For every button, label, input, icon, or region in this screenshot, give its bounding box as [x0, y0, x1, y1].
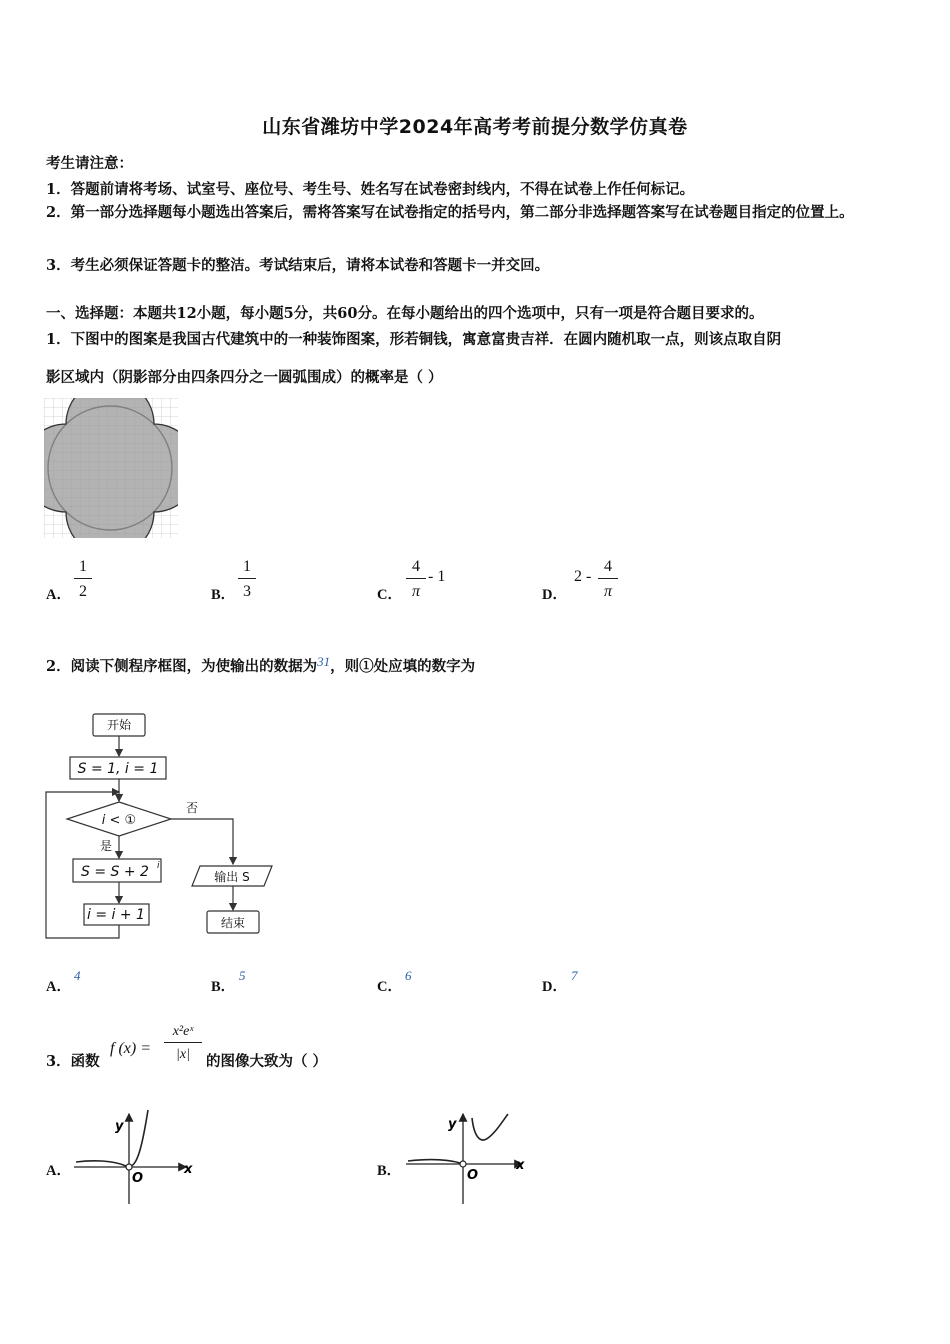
flow-yes-label: 是 [99, 839, 113, 853]
q1-coin-figure [44, 398, 178, 538]
flow-no-label: 否 [185, 801, 199, 815]
origin-hole [126, 1164, 132, 1170]
q1-option-b-label: B． [211, 587, 236, 603]
flow-update-s-text: S = S + 2 [81, 864, 149, 880]
q2-option-b-label: B． [211, 979, 236, 995]
function-curve-left [408, 1160, 460, 1163]
q1-option-c-suffix: - 1 [428, 568, 446, 585]
q3-func-lhs: f (x) = [110, 1040, 151, 1057]
q2-option-a-label: A． [46, 979, 71, 995]
flow-start-text: 开始 [106, 718, 132, 732]
flow-output-text: 输出 S [214, 870, 250, 884]
q1-option-a-fraction [74, 558, 92, 601]
page-title: 山东省潍坊中学2024年高考考前提分数学仿真卷 [262, 116, 688, 138]
q1-option-c-fraction [406, 558, 426, 601]
origin-hole [460, 1161, 466, 1167]
q2-option-c-value: 6 [405, 968, 412, 983]
q3-option-a-label: A． [46, 1163, 71, 1179]
q3-func-fraction [164, 1024, 202, 1063]
q1-option-b-den: 3 [243, 583, 251, 600]
q1-option-a-label: A． [46, 587, 71, 603]
q3-option-b-graph [404, 1106, 532, 1206]
q3-prefix: 3．函数 [46, 1053, 100, 1070]
q1-option-d-label: D． [542, 587, 567, 603]
q3-func-den: |x| [176, 1047, 190, 1062]
flow-end-text: 结束 [220, 916, 246, 930]
y-axis-label: y [448, 1117, 457, 1132]
q1-option-c-den: π [411, 583, 420, 600]
q1-option-d-fraction [598, 558, 618, 601]
q1-option-c-label: C． [377, 587, 402, 603]
origin-label: O [467, 1168, 479, 1183]
flow-update-s-exp: i [157, 861, 160, 871]
notice-item-1: 1．答题前请将考场、试室号、座位号、考生号、姓名写在试卷密封线内，不得在试卷上作任何标记。 [46, 181, 695, 198]
q1-option-d-den: π [603, 583, 612, 600]
notice-item-2: 2．第一部分选择题每小题选出答案后，需将答案写在试卷指定的括号内，第二部分非选择题答案写在试卷题目指定的位置上。 [46, 204, 854, 221]
x-axis-label: x [184, 1162, 193, 1177]
q3-suffix: 的图像大致为（ ） [206, 1053, 328, 1070]
q3-option-a-graph [72, 1106, 200, 1206]
q1-option-d-prefix: 2 - [574, 568, 592, 585]
q1-text-line1: 1．下图中的图案是我国古代建筑中的一种装饰图案，形若铜钱，寓意富贵吉祥．在圆内随机取一点，则该点取自阴 [46, 331, 782, 348]
flow-init-text: S = 1, i = 1 [77, 761, 159, 777]
q2-option-a-value: 4 [74, 968, 81, 983]
flow-cond-text: i < ① [101, 813, 137, 828]
q2-text-before: 2．阅读下侧程序框图，为使输出的数据为 [46, 658, 318, 675]
q1-option-b-fraction [238, 558, 256, 601]
function-curve [76, 1110, 148, 1166]
origin-label: O [132, 1171, 144, 1186]
q2-option-c-label: C． [377, 979, 402, 995]
y-axis-label: y [115, 1119, 124, 1134]
q2-option-d-label: D． [542, 979, 567, 995]
q3-option-b-label: B． [377, 1163, 402, 1179]
notice-item-3: 3．考生必须保证答题卡的整洁。考试结束后，请将本试卷和答题卡一并交回。 [46, 257, 550, 274]
x-axis-label: x [516, 1158, 525, 1173]
q2-flowchart [40, 706, 290, 946]
function-curve-right [472, 1114, 508, 1140]
q2-option-b-value: 5 [239, 968, 246, 983]
q1-option-c-num: 4 [406, 558, 426, 579]
q1-option-a-num: 1 [74, 558, 92, 579]
section-heading: 一、选择题：本题共12小题，每小题5分，共60分。在每小题给出的四个选项中，只有一项是符合题目要求的。 [46, 305, 764, 322]
q1-option-b-num: 1 [238, 558, 256, 579]
q1-option-d-num: 4 [598, 558, 618, 579]
q2-output-value: 31 [317, 654, 331, 669]
q1-option-a-den: 2 [79, 583, 87, 600]
q1-text-line2: 影区域内（阴影部分由四条四分之一圆弧围成）的概率是（ ） [46, 369, 443, 386]
q3-func-num: x²eˣ [164, 1024, 202, 1043]
q2-text [46, 654, 475, 676]
q2-text-after: ，则①处应填的数字为 [330, 658, 476, 675]
q2-option-d-value: 7 [571, 968, 578, 983]
flow-update-i-text: i = i + 1 [87, 907, 145, 923]
notice-heading: 考生请注意： [46, 155, 133, 172]
